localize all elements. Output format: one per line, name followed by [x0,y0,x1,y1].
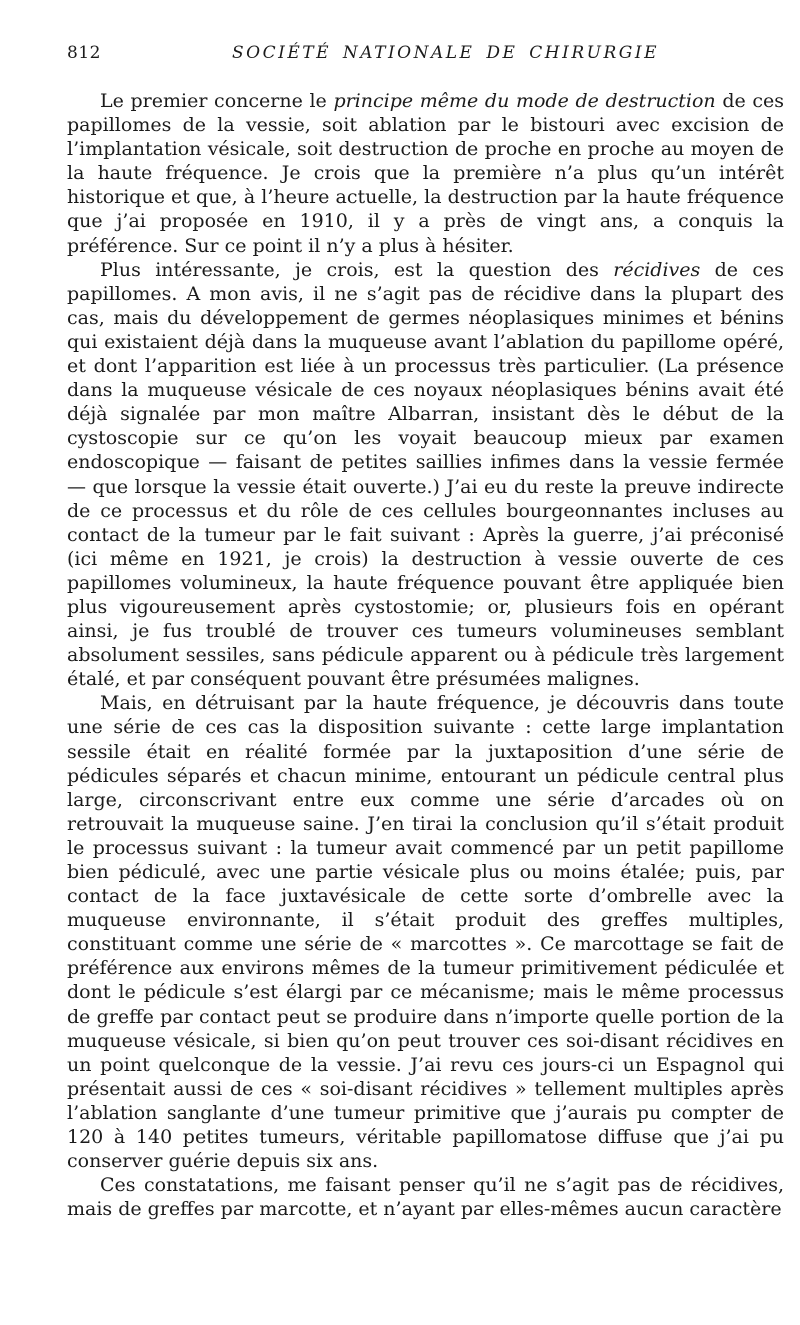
paragraph-2-text: Plus intéressante, je crois, est la question des [100,258,614,281]
body-text [67,89,784,1221]
paragraph-1-emphasis: principe même du mode de destruction [333,90,716,112]
paragraph-2-text-continued: de ces papillomes. A mon avis, il ne s’agit pas de récidive dans la plupart des cas, mais du développement de germes néoplasiques minimes et bénins qui existaient déjà dans la muqueuse avant l’ablation du papillome opéré, et dont l’apparition est liée à un processus très particulier. (La présence dans la muqueuse vésicale de ces noyaux néoplasiques bénins avait été déjà signalée par mon maître Albarran, insistant dès le début de la cystoscopie sur ce qu’on les voyait beaucoup mieux par examen endoscopique — faisant de petites saillies infimes dans la vessie fermée — que lorsque la vessie était ouverte.) J’ai eu du reste la preuve indirecte de ce processus et du rôle de ces cellules bourgeonnantes incluses au contact de la tumeur par le fait suivant : Après la guerre, j’ai préconisé (ici même en 1921, je crois) la destruction à vessie ouverte de ces papillomes volumineux, la haute fréquence pouvant être appliquée bien plus vigoureusement après cystostomie; or, plusieurs fois en opérant ainsi, je fus troublé de trouver ces tumeurs volumineuses semblant absolument sessiles, sans pédicule apparent ou à pédicule très largement étalé, et par conséquent pouvant être présumées malignes. [67,258,784,691]
paragraph-1-text-continued: de ces papillomes de la vessie, soit ablation par le bistouri avec excision de l’implantation vésicale, soit destruction de proche en proche au moyen de la haute fréquence. Je crois que la première n’a plus qu’un intérêt historique et que, à l’heure actuelle, la destruction par la haute fréquence que j’ai proposée en 1910, il y a près de vingt ans, a conquis la préférence. Sur ce point il n’y a plus à hésiter. [67,90,785,257]
paragraph-constatations: Ces constatations, me faisant penser qu’il ne s’agit pas de récidives, mais de greffes par marcotte, et n’ayant par elles-mêmes aucun caractère [67,1174,784,1221]
running-head [67,43,784,67]
paragraph-2-emphasis: récidives [613,258,701,281]
page-number: 812 [67,43,101,63]
paragraph-principe [67,89,784,258]
paragraph-1-text: Le premier concerne le [100,90,334,112]
paragraph-recidives [67,258,784,692]
journal-title: SOCIÉTÉ NATIONALE DE CHIRURGIE [232,43,659,63]
paragraph-marcottage: Mais, en détruisant par la haute fréquence, je découvris dans toute une série de ces cas la disposition suivante : cette large implantation sessile était en réalité formée par la juxtaposition d’une série de pédicules séparés et chacun minime, entourant un pédicule central plus large, circonscrivant entre eux comme une série d’arcades où on retrouvait la muqueuse saine. J’en tirai la conclusion qu’il s’était produit le processus suivant : la tumeur avait commencé par un petit papillome bien pédiculé, avec une partie vésicale plus ou moins étalée; puis, par contact de la face juxtavésicale de cette sorte d’ombrelle avec la muqueuse environnante, il s’était produit des greffes multiples, constituant comme une série de « marcottes ». Ce marcottage se fait de préférence aux environs mêmes de la tumeur primitivement pédiculée et dont le pédicule s’est élargi par ce mécanisme; mais le même processus de greffe par contact peut se produire dans n’importe quelle portion de la muqueuse vésicale, si bien qu’on peut trouver ces soi-disant récidives en un point quelconque de la vessie. J’ai revu ces jours-ci un Espagnol qui présentait aussi de ces « soi-disant récidives » tellement multiples après l’ablation sanglante d’une tumeur primitive que j’aurais pu compter de 120 à 140 petites tumeurs, véritable papillomatose diffuse que j’ai pu conserver guérie depuis six ans. [67,692,784,1173]
